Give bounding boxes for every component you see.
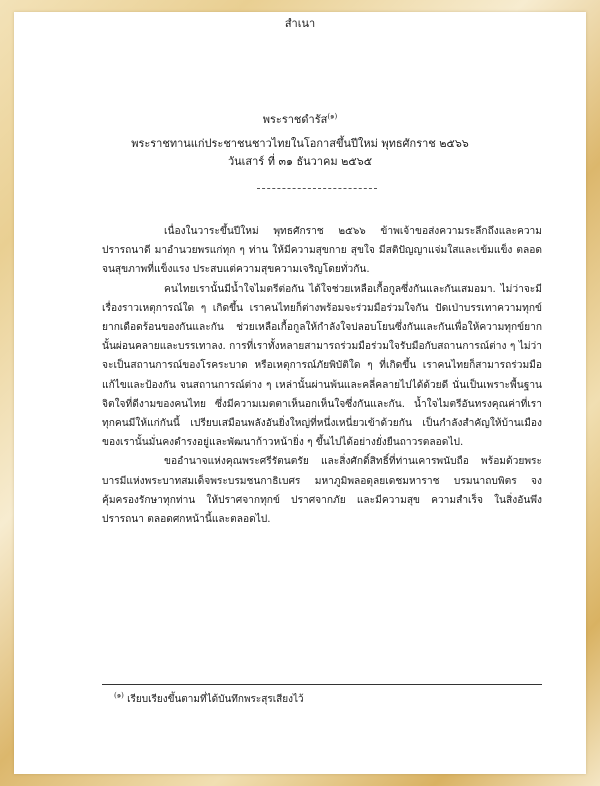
title-text: พระราชดำรัส	[262, 113, 328, 126]
body-paragraph: เนื่องในวาระขึ้นปีใหม่ พุทธศักราช ๒๕๖๖ ข้าพเจ้าขอส่งความระลึกถึงและความปรารถนาดี มาอำนวยพรแก่ทุก ๆ ท่าน ให้มีความสุขกาย สุขใจ มีสติปัญญาแจ่มใสและเข้มแข็ง ตลอดจนสุขภาพที่แข็งแรง ประสบแต่ความสุขความเจริญโดยทั่วกัน.	[102, 226, 542, 276]
footnote-divider	[102, 684, 542, 685]
body-paragraph: ขออำนาจแห่งคุณพระศรีรัตนตรัย และสิ่งศักดิ์สิทธิ์ที่ท่านเคารพนับถือ พร้อมด้วยพระบารมีแห่งพระบาทสมเด็จพระบรมชนกาธิเบศร มหาภูมิพลอดุลยเดชมหาราช บรมนาถบพิตร จงคุ้มครองรักษาทุกท่าน ให้ปราศจากทุกข์ ปราศจากภัย และมีความสุข ความสำเร็จ ในสิ่งอันพึงปรารถนา ตลอดศกหน้านี้และตลอดไป.	[102, 456, 542, 526]
document-date: วันเสาร์ ที่ ๓๑ ธันวาคม ๒๕๖๕	[227, 155, 373, 168]
document-subtitle: พระราชทานแก่ประชาชนชาวไทยในโอกาสขึ้นปีใหม่ พุทธศักราช ๒๕๖๖	[131, 137, 469, 150]
title-footnote-marker: (๑)	[327, 112, 338, 121]
footnote-text: เรียบเรียงขึ้นตามที่ได้บันทึกพระสุรเสียงไว้	[127, 694, 304, 705]
document-label: สำเนา	[284, 17, 316, 30]
document-title	[14, 112, 586, 128]
document-page	[14, 12, 586, 774]
body-paragraph: คนไทยเรานั้นมีน้ำใจไมตรีต่อกัน ได้ใจช่วยเหลือเกื้อกูลซึ่งกันและกันเสมอมา. ไม่ว่าจะมีเรื่องราวเหตุการณ์ใด ๆ เกิดขึ้น เราคนไทยก็ต่างพร้อมจะร่วมมือร่วมใจกัน ปัดเป่าบรรเทาความทุกข์ยากเดือดร้อนของกันและกัน ช่วยเหลือเกื้อกูลให้กำลังใจปลอบโยนซึ่งกันและกันเพื่อให้ความทุกข์ยากนั้นผ่อนคลายและบรรเทาลง. การที่เราทั้งหลายสามารถร่วมมือร่วมใจรับมือกับสถานการณ์ต่าง ๆ ไม่ว่าจะเป็นสถานการณ์ของโรคระบาด หรือเหตุการณ์ภัยพิบัติใด ๆ ที่เกิดขึ้น เราคนไทยก็สามารถร่วมมือแก้ไขและป้องกัน จนสถานการณ์ต่าง ๆ เหล่านั้นผ่านพ้นและคลี่คลายไปได้ด้วยดี นั่นเป็นเพราะพื้นฐานจิตใจที่ดีงามของคนไทย ซึ่งมีความเมตตาเห็นอกเห็นใจซึ่งกันและกัน. น้ำใจไมตรีอันทรงคุณค่าที่เราทุกคนมีให้แก่กันนี้ เปรียบเสมือนพลังอันยิ่งใหญ่ที่หนึ่งเหนี่ยวเข้าด้วยกัน เป็นกำลังสำคัญให้บ้านเมืองของเรานั้นมั่นคงดำรงอยู่และพัฒนาก้าวหน้ายิ่ง ๆ ขึ้นไปได้อย่างยั่งยืนถาวรตลอดไป.	[102, 283, 542, 449]
footnote-marker: (๑)	[114, 691, 124, 700]
document-body	[102, 222, 542, 529]
footnote	[114, 692, 534, 708]
header-divider	[257, 188, 377, 189]
